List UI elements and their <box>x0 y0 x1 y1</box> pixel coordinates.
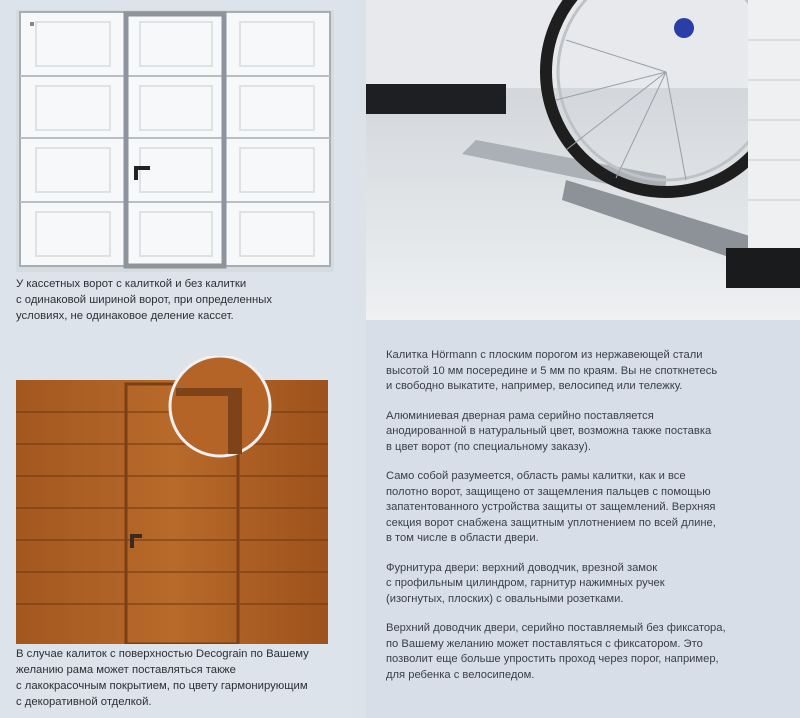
text-line: Верхний доводчик двери, серийно поставляемый без фиксатора, <box>386 622 726 634</box>
decograin-door-photo <box>16 356 334 644</box>
decograin-door-illustration <box>16 356 334 644</box>
description-text <box>386 348 786 697</box>
text-line: Калитка Hörmann с плоским порогом из нержавеющей стали <box>386 349 703 361</box>
white-door-caption <box>16 276 272 324</box>
caption-line: У кассетных ворот с калиткой и без калитки <box>16 278 247 290</box>
text-line: позволит еще больше упростить проход через порог, например, <box>386 653 719 665</box>
caption-line: условиях, не одинаковое деление кассет. <box>16 310 234 322</box>
paragraph-door-closer <box>386 621 786 683</box>
caption-line: желанию рама может поставляться также <box>16 664 236 676</box>
threshold-bicycle-photo <box>366 0 800 320</box>
white-door-illustration <box>16 10 334 272</box>
text-line: полотно ворот, защищено от защемления пальцев с помощью <box>386 485 711 498</box>
text-line: Фурнитура двери: верхний доводчик, врезной замок <box>386 561 658 574</box>
text-line: Алюминиевая дверная рама серийно поставляется <box>386 409 654 422</box>
paragraph-finger-protection <box>386 469 786 547</box>
text-line: по Вашему желанию может поставляться с фиксатором. Это <box>386 637 703 650</box>
paragraph-fittings <box>386 561 786 608</box>
text-line: анодированной в натуральный цвет, возможна также поставка <box>386 425 712 437</box>
text-line: (изогнутых, плоских) с овальными розетками. <box>386 592 624 605</box>
caption-line: с лакокрасочным покрытием, по цвету гармонирующим <box>16 680 308 692</box>
caption-line: с декоративной отделкой. <box>16 696 152 708</box>
caption-line: с одинаковой шириной ворот, при определенных <box>16 294 272 306</box>
threshold-illustration <box>366 0 800 320</box>
text-line: высотой 10 мм посередине и 5 мм по краям. Вы не споткнетесь <box>386 364 718 377</box>
text-line: Само собой разумеется, область рамы калитки, как и все <box>386 470 686 482</box>
text-line: и свободно выкатите, например, велосипед или тележку. <box>386 380 683 392</box>
paragraph-frame <box>386 409 786 456</box>
text-line: запатентованного устройства защиты от защемлений. Верхняя <box>386 501 716 513</box>
text-line: секция ворот снабжена защитным уплотнением по всей длине, <box>386 516 716 529</box>
white-garage-door-photo <box>16 10 334 272</box>
text-line: для ребенка с велосипедом. <box>386 668 535 681</box>
caption-line: В случае калиток с поверхностью Decograin по Вашему <box>16 648 309 660</box>
paragraph-threshold <box>386 348 786 395</box>
decograin-caption <box>16 646 309 710</box>
text-line: с профильным цилиндром, гарнитур нажимных ручек <box>386 577 665 589</box>
text-line: в том числе в области двери. <box>386 532 539 544</box>
text-line: в цвет ворот (по специальному заказу). <box>386 440 591 453</box>
